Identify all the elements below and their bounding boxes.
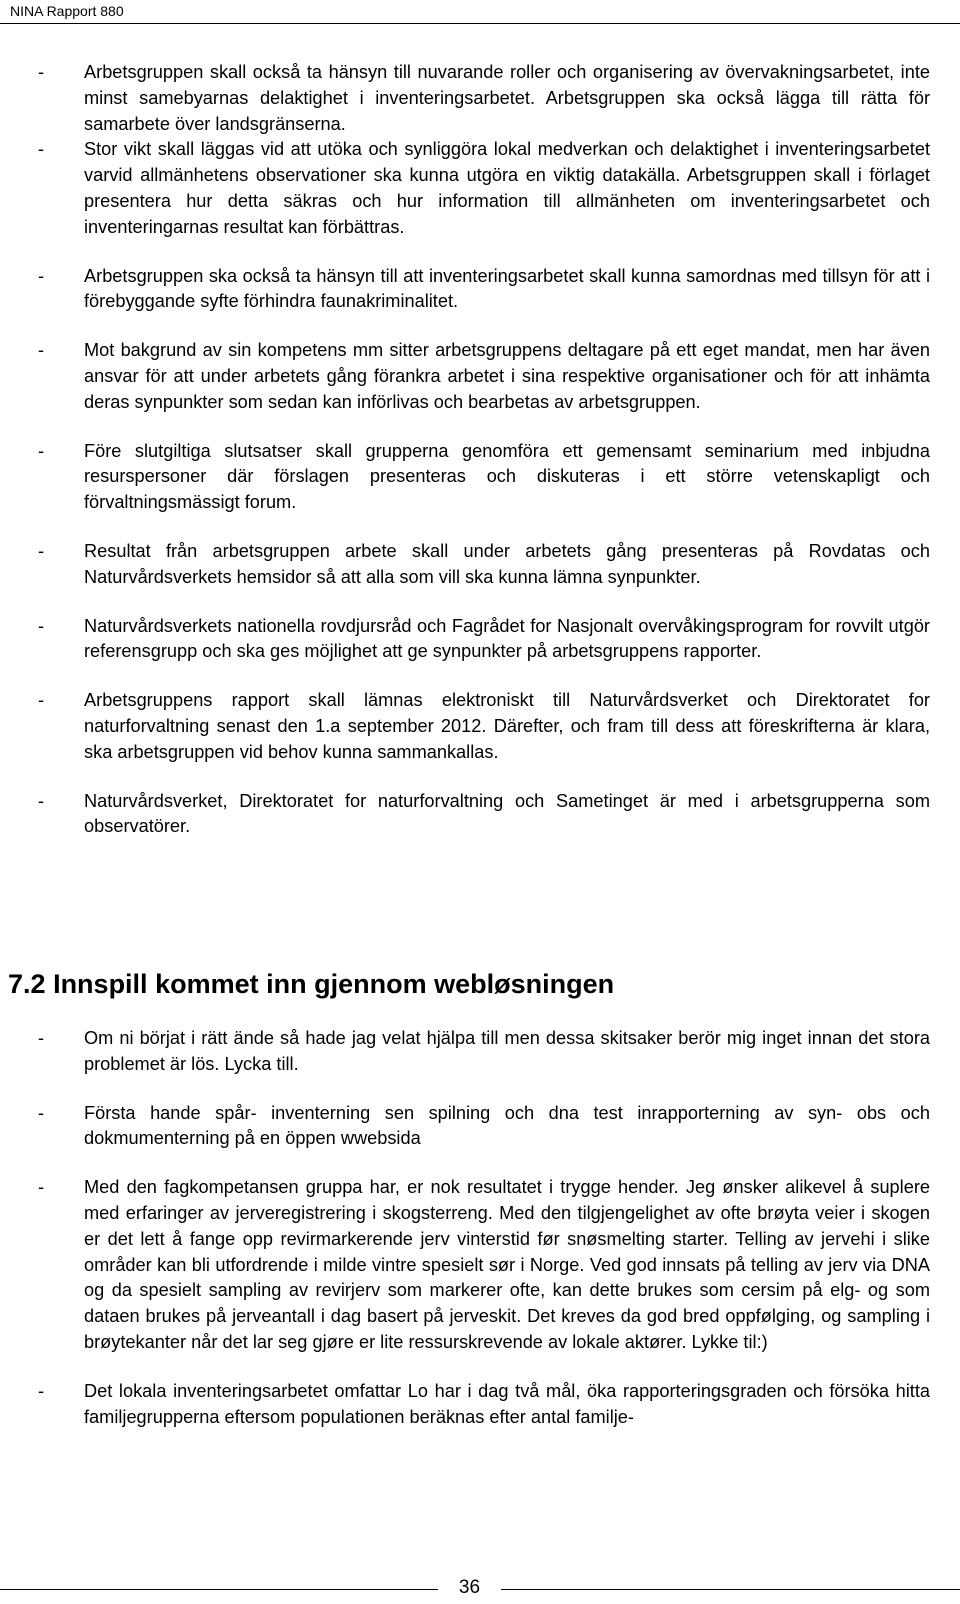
list-item-text: Naturvårdsverket, Direktoratet for naturforvaltning och Sametinget är med i arbetsgrupperna som observatörer. — [84, 790, 930, 837]
section-heading — [8, 967, 614, 1001]
list-item — [38, 789, 930, 841]
list-bullet: - — [38, 540, 45, 561]
header-rule — [0, 23, 960, 24]
list-item — [38, 688, 930, 765]
list-item-text: Om ni börjat i rätt ände så hade jag velat hjälpa till men dessa skitsaker berör mig inget innan det stora problemet är lös. Lycka till. — [84, 1028, 930, 1074]
section-number: 7.2 — [8, 969, 46, 999]
requirements-list — [38, 60, 930, 840]
list-bullet: - — [38, 62, 45, 82]
list-bullet: - — [38, 615, 45, 636]
list-item — [38, 614, 930, 666]
footer-rule-right — [501, 1589, 960, 1590]
list-item — [38, 1026, 930, 1078]
list-item-text: Stor vikt skall läggas vid att utöka och synliggöra lokal medverkan och delaktighet i inventeringsarbetet varvid allmänhetens observationer ska kunna utgöra en viktig datakälla. Arbetsgruppen skall i förlaget presentera hur detta säkras och hur information till allmänheten om inventeringsarbetet och inventeringarnas resultat kan förbättras. — [84, 139, 930, 237]
list-bullet: - — [38, 265, 45, 286]
list-bullet: - — [38, 340, 45, 361]
list-item-text: Första hande spår- inventerning sen spilning och dna test inrapporterning av syn- obs och dokmumenterning på en öppen wwebsida — [84, 1102, 930, 1149]
web-input-list — [38, 1026, 930, 1430]
list-item — [38, 1101, 930, 1153]
list-bullet: - — [38, 1102, 45, 1123]
list-item-text: Resultat från arbetsgruppen arbete skall under arbetets gång presenteras på Rovdatas och Naturvårdsverkets hemsidor så att alla som vill ska kunna lämna synpunkter. — [84, 540, 930, 587]
list-bullet: - — [38, 1177, 45, 1198]
list-item — [38, 439, 930, 516]
list-bullet: - — [38, 440, 45, 461]
section-title: Innspill kommet inn gjennom webløsningen — [53, 969, 615, 999]
list-item — [38, 264, 930, 316]
list-bullet: - — [38, 1028, 45, 1048]
running-header: NINA Rapport 880 — [10, 3, 124, 19]
list-item-text: Före slutgiltiga slutsatser skall grupperna genomföra ett gemensamt seminarium med inbjudna resurspersoner där förslagen presenteras och diskuteras i ett större vetenskapligt och förvaltningsmässigt forum. — [84, 440, 930, 513]
list-item — [38, 539, 930, 591]
list-bullet: - — [38, 790, 45, 811]
list-item-text: Med den fagkompetansen gruppa har, er nok resultatet i trygge hender. Jeg ønsker alikevel å suplere med erfaringer av jerveregistrering i skogsterreng. Med den tilgjengelighet av ofte brøyta veier i skogen er det lett å fange opp revirmarkerende jerv vinterstid før snøsmelting starter. Telling av jervehi i slike områder kan bli utfordrende i milde vintre spesielt sør i Norge. Ved god innsats på telling av jerv via DNA og da spesielt sampling av revirjerv som markerer ofte, kan dette brukes som cersim på elg- og som dataen brukes på jerveantall i dag basert på jerveskit. Det kreves da god bred oppfølging, og sampling i brøytekanter når det lar seg gjøre er lite ressurskrevende av lokale aktører. Lykke til:) — [84, 1177, 930, 1352]
footer-rule-left — [0, 1589, 438, 1590]
list-item-text: Arbetsgruppen skall också ta hänsyn till nuvarande roller och organisering av övervakningsarbetet, inte minst samebyarnas delaktighet i inventeringsarbetet. Arbetsgruppen ska också lägga till rätta för samarbete över landsgränserna. — [84, 62, 930, 134]
list-item — [38, 1379, 930, 1431]
list-item-text: Arbetsgruppens rapport skall lämnas elektroniskt till Naturvårdsverket och Direktoratet for naturforvaltning senast den 1.a september 2012. Därefter, och fram till dess att föreskrifterna är klara, ska arbetsgruppen vid behov kunna sammankallas. — [84, 690, 930, 762]
list-item-text: Mot bakgrund av sin kompetens mm sitter arbetsgruppens deltagare på ett eget mandat, men har även ansvar för att under arbetets gång förankra arbetet i sina respektive organisationer och för att inhämta deras synpunkter som sedan kan införlivas och bearbetas av arbetsgruppen. — [84, 340, 930, 412]
page-number: 36 — [458, 1577, 481, 1598]
list-item — [38, 137, 930, 240]
list-bullet: - — [38, 690, 45, 711]
list-item — [38, 1175, 930, 1356]
list-bullet: - — [38, 1380, 45, 1401]
list-item-text: Naturvårdsverkets nationella rovdjursråd och Fagrådet for Nasjonalt overvåkingsprogram for rovvilt utgör referensgrupp och ska ges möjlighet att ge synpunkter på arbetsgruppens rapporter. — [84, 615, 930, 662]
list-item — [38, 60, 930, 137]
list-item-text: Det lokala inventeringsarbetet omfattar Lo har i dag två mål, öka rapporteringsgraden och försöka hitta familjegrupperna eftersom populationen beräknas efter antal familje- — [84, 1380, 930, 1427]
list-bullet: - — [38, 139, 45, 160]
list-item-text: Arbetsgruppen ska också ta hänsyn till att inventeringsarbetet skall kunna samordnas med tillsyn för att i förebyggande syfte förhindra faunakriminalitet. — [84, 265, 930, 312]
list-item — [38, 338, 930, 415]
